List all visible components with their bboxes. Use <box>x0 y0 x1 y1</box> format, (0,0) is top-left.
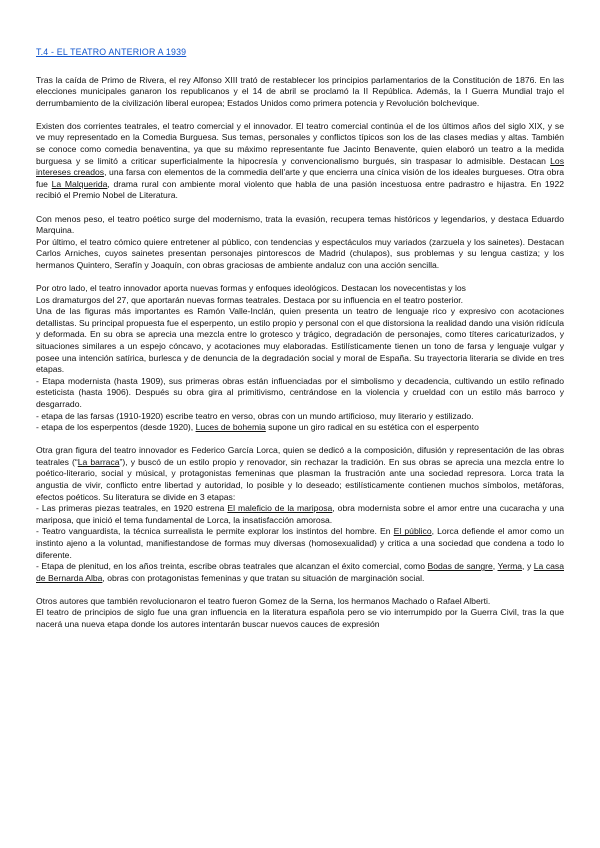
paragraph-text: Otra gran figura del teatro innovador es Federico García Lorca, quien se dedicó a la composición, difusión y representación de las obras teatrales (“ <box>36 445 564 467</box>
list-item-text: - Las primeras piezas teatrales, en 1920 estrena <box>36 503 228 514</box>
work-title-el-publico: El público <box>393 526 432 537</box>
list-item <box>36 526 564 561</box>
paragraph-text: Otros autores que también revolucionaron el teatro fueron Gomez de la Serna, los hermanos Machado o Rafael Alberti. <box>36 595 491 606</box>
paragraph-text: Por otro lado, el teatro innovador aporta nuevas formas y enfoques ideológicos. Destacan los novecentistas y los <box>36 283 466 293</box>
list-item: - etapa de las farsas (1910-1920) escribe teatro en verso, obras con un mundo artificioso, muy literario y estilizado. <box>36 410 474 421</box>
page-title: T.4 - EL TEATRO ANTERIOR A 1939 <box>36 47 187 57</box>
paragraph-text: ”), y buscó de un estilo propio y renovador, sin rechazar la tradición. En sus obras se aprecia una mezcla entre lo poético-literario, social y músical, y protagonistas femeninas que plasman la frustración ante una sociedad represora. Lorca trata la angustia de vivir, conflicto entre libertad y autoridad, lo posible y lo deseado; estilísticamente contienen muchos símbolos, metáforas, efectos poéticos. Su literatura se divide en 3 etapas: <box>36 456 564 502</box>
work-title-la-casa-de-bernarda-alba: La casa de Bernarda Alba <box>36 561 564 583</box>
list-item: - Etapa modernista (hasta 1909), sus primeras obras están influenciadas por el simbolismo y decadencia, cultivando un estilo refinado esteticista (hasta 1906). Después su obra gira al primitivismo, centrándose en la violencia y crueldad con un estilo más barroco y desgarrado. <box>36 375 564 409</box>
paragraph-commercial-theatre <box>36 121 564 202</box>
work-title-bodas-de-sangre: Bodas de sangre <box>427 561 493 572</box>
paragraph-text: El teatro de principios de siglo fue una gran influencia en la literatura española pero se vio interrumpido por la Guerra Civil, tras la que nacerá una nueva etapa donde los autores intentarán buscar nuevos cauces de expresión <box>36 607 564 630</box>
paragraph-poetic-comic-theatre <box>36 214 564 272</box>
paragraph-text: Con menos peso, el teatro poético surge del modernismo, trata la evasión, recupera temas históricos y legendarios, y destaca Eduardo Marquina. <box>36 213 564 236</box>
paragraph-context <box>36 75 564 110</box>
list-item-text: - etapa de los esperpentos (desde 1920), <box>36 422 196 433</box>
list-item-text: - Teatro vanguardista, la técnica surrealista le permite explorar los instintos del hombre. En <box>36 526 394 537</box>
list-item-text: , obra modernista sobre el amor entre una cucaracha y una mariposa, que inició el tema fundamental de Lorca, la insatisfacción amorosa. <box>36 503 564 525</box>
paragraph-innovative-theatre <box>36 283 564 434</box>
list-item-text: , y <box>522 561 534 572</box>
paragraph-text: Existen dos corrientes teatrales, el teatro comercial y el innovador. El teatro comercial continúa el de los últimos años del siglo XIX, y se ve muy representado en la Comedia Burguesa. Sus temas, personales y conflictos típicos son los de las clases medias y altas. También se conoce como comedia benaventina, ya que su máximo representante fue Jacinto Benavente, quien elaboró un teatro a la medida burguesa y se limitó a criticar superficialmente la hipocresía y convencionalismo burgués, sin traspasar lo admisible. Destacan <box>36 120 564 166</box>
paragraph-lorca <box>36 445 564 584</box>
list-item-text: , obras con protagonistas femeninas y que tratan su situación de marginación social. <box>102 572 425 583</box>
list-item <box>36 561 564 584</box>
paragraph-text: , una farsa con elementos de la commedia dell'arte y que encierra una cínica visión de los ideales burgueses. Otra obra fue <box>36 167 564 189</box>
work-title-los-intereses-creados: Los intereses creados <box>36 155 564 178</box>
paragraph-text: Tras la caída de Primo de Rivera, el rey Alfonso XIII trató de restablecer los principios parlamentarios de la Constitución de 1876. En las elecciones municipales ganaron los republicanos y el 14 de abril se proclamó la II República. Además, la I Guerra Mundial trajo el derrumbamiento de la civilización liberal europea; Estados Unidos como primera potencia y Revolución bolchevique. <box>36 74 564 108</box>
list-item-text: , <box>492 561 498 572</box>
list-item-text: - Etapa de plenitud, en los años treinta, escribe obras teatrales que alcanzan el éxito comercial, como <box>36 561 428 572</box>
work-title-luces-de-bohemia: Luces de bohemia <box>195 422 266 433</box>
paragraph-text: Los dramaturgos del 27, que aportarán nuevas formas teatrales. Destaca por su influencia en el teatro posterior. <box>36 294 464 305</box>
list-item-text: supone un giro radical en su estética con el esperpento <box>265 422 479 433</box>
work-title-yerma: Yerma <box>497 561 523 572</box>
paragraph-text: Por último, el teatro cómico quiere entretener al público, con tendencias y espectáculos muy variados (zarzuela y los sainetes). Destacan Carlos Arniches, cuyos sainetes presentan personajes pintorescos de Madrid (chulapos), sus problemas y su lengua castiza; y los hermanos Quintero, Serafín y Joaquín, con obras graciosas de ambiente andaluz con una acción sencilla. <box>36 236 564 270</box>
list-item <box>36 422 564 434</box>
paragraph-conclusion <box>36 596 564 631</box>
paragraph-text: Una de las figuras más importantes es Ramón Valle-Inclán, quien presenta un teatro de lenguaje rico y expresivo con acotaciones detallistas. Su principal propuesta fue el esperpento, un estilo propio y personal con el que distorsiona la realidad dando una visión ridícula y deformada. En su obra se aprecia una mezcla entre lo grotesco y trágico, degradación de personajes, como títeres caricaturizados, y situaciones similares a un espejo cóncavo, y acotaciones muy elaboradas. Estilísticamente tienen un tono de farsa y lenguaje vulgar y posee una intención satírica, burlesca y de denuncia de la degradación social y moral de España. Su trayectoria literaria se divide en tres etapas. <box>36 306 564 375</box>
work-title-la-malquerida: La Malquerida <box>51 178 108 189</box>
work-title-el-maleficio-de-la-mariposa: El maleficio de la mariposa <box>227 503 333 514</box>
list-item <box>36 503 564 526</box>
paragraph-text: , drama rural con ambiente moral violento que habla de una pasión incestuosa entre padrastro e hijastra. En 1922 recibió el Premio Nobel de Literatura. <box>36 178 565 201</box>
work-title-la-barraca: La barraca <box>77 456 120 467</box>
list-item-text: , Lorca defiende el amor como un instinto ajeno a la voluntad, manifiestandose de formas muy diversas (homosexualidad) y critica a una sociedad que condena a todo lo diferente. <box>36 526 564 560</box>
